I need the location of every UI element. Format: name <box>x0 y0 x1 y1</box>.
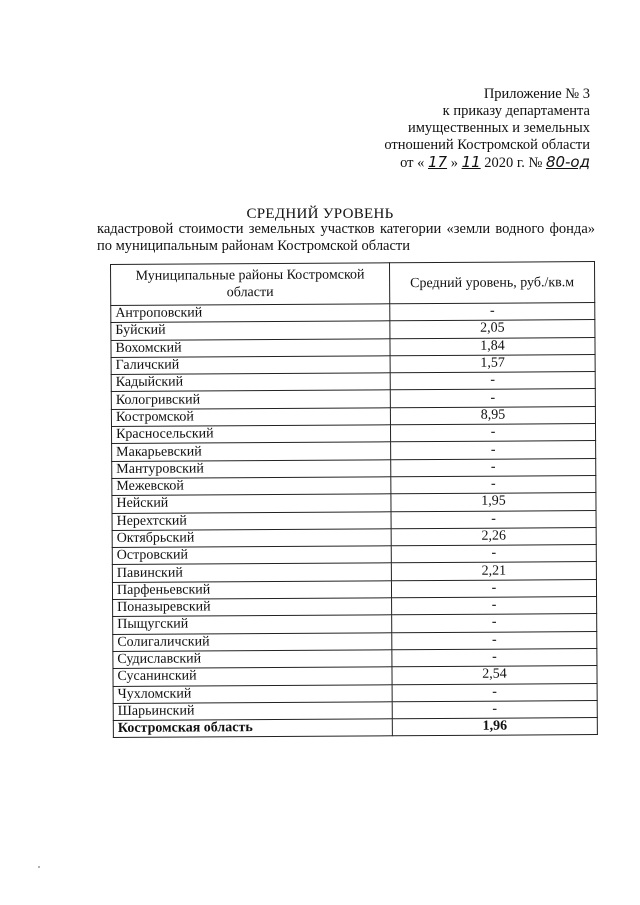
district-name: Кологривский <box>111 390 390 409</box>
total-region-name: Костромская область <box>113 719 392 738</box>
average-value: - <box>390 424 595 443</box>
district-name: Поназыревский <box>113 598 392 617</box>
district-name: Макарьевский <box>112 442 391 461</box>
average-value: 2,05 <box>390 320 595 339</box>
average-value: - <box>392 597 597 616</box>
district-name: Красносельский <box>111 425 390 444</box>
date-mid: » <box>450 155 458 171</box>
appendix-order-ref: к приказу департамента <box>442 103 590 119</box>
average-value: 2,54 <box>392 666 597 685</box>
average-value: - <box>392 700 597 719</box>
appendix-header <box>330 86 590 172</box>
average-value: - <box>392 614 597 633</box>
average-value: - <box>391 510 596 529</box>
district-name: Костромской <box>111 408 390 427</box>
average-value: - <box>390 372 595 391</box>
district-name: Межевской <box>112 477 391 496</box>
date-prefix: от « <box>400 155 425 171</box>
average-value: - <box>391 458 596 477</box>
district-name: Вохомский <box>111 338 390 357</box>
district-name: Солигаличский <box>113 632 392 651</box>
table-body <box>111 303 598 738</box>
document-subtitle: кадастровой стоимости земельных участков категории «земли водного фонда» по муниципальным районам Костромской области <box>97 221 595 254</box>
date-day: 17 <box>427 153 448 171</box>
district-name: Кадыйский <box>111 373 390 392</box>
table-header-row <box>111 262 595 306</box>
district-name: Октябрьский <box>112 529 391 548</box>
average-value: 1,84 <box>390 337 595 356</box>
date-month: 11 <box>461 153 481 171</box>
district-name: Сусанинский <box>113 667 392 686</box>
district-name: Павинский <box>112 563 391 582</box>
header-average-level: Средний уровень, руб./кв.м <box>389 262 594 304</box>
appendix-department: имущественных и земельных <box>407 120 590 136</box>
scan-speck <box>38 866 40 868</box>
district-name: Мантуровский <box>112 459 391 478</box>
average-value: 2,21 <box>391 562 596 581</box>
district-name: Нейский <box>112 494 391 513</box>
appendix-date-line <box>330 154 590 172</box>
header-district: Муниципальные районы Костромской области <box>111 263 390 306</box>
district-name: Нерехтский <box>112 511 391 530</box>
district-name: Судиславский <box>113 650 392 669</box>
average-value: - <box>391 476 596 495</box>
average-value: 8,95 <box>390 406 595 425</box>
average-value: - <box>390 389 595 408</box>
cadastral-value-table <box>110 261 598 738</box>
district-name: Парфеньевский <box>112 581 391 600</box>
date-year: 2020 г. № <box>484 155 543 171</box>
table-total-row <box>113 718 597 738</box>
district-name: Островский <box>112 546 391 565</box>
average-value: 2,26 <box>391 527 596 546</box>
appendix-department-cont: отношений Костромской области <box>384 137 590 153</box>
average-value: - <box>390 303 595 322</box>
district-name: Шарьинский <box>113 702 392 721</box>
district-name: Антроповский <box>111 304 390 323</box>
average-value: - <box>392 648 597 667</box>
average-value: 1,95 <box>391 493 596 512</box>
district-name: Галичский <box>111 356 390 375</box>
average-value: 1,57 <box>390 354 595 373</box>
average-value: - <box>392 683 597 702</box>
average-value: - <box>391 579 596 598</box>
average-value: - <box>391 545 596 564</box>
total-average-value: 1,96 <box>392 718 597 737</box>
average-value: - <box>391 441 596 460</box>
appendix-number: Приложение № 3 <box>483 86 590 102</box>
document-title: СРЕДНИЙ УРОВЕНЬ <box>246 206 394 222</box>
district-name: Чухломский <box>113 684 392 703</box>
district-name: Пыщугский <box>113 615 392 634</box>
order-number: 80-од <box>545 153 590 171</box>
district-name: Буйский <box>111 321 390 340</box>
average-value: - <box>392 631 597 650</box>
